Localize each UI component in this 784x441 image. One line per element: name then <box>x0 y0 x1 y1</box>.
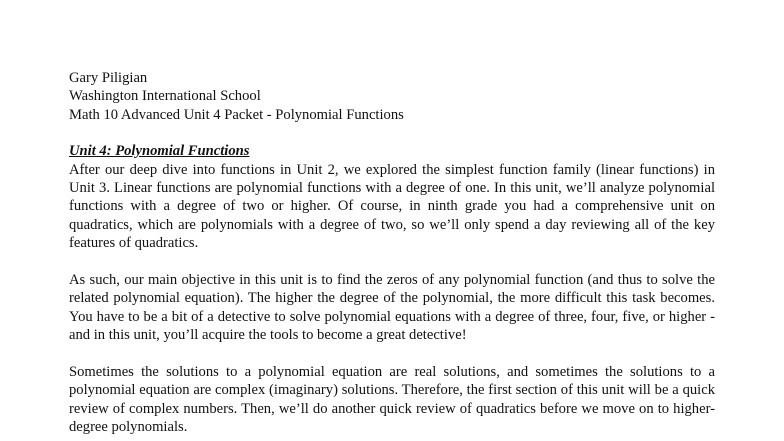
document-header <box>69 69 715 124</box>
unit-title: Unit 4: Polynomial Functions <box>69 143 250 160</box>
course-title: Math 10 Advanced Unit 4 Packet - Polynomial Functions <box>69 106 404 123</box>
objective-paragraph: As such, our main objective in this unit is to find the zeros of any polynomial function (and thus to solve the related polynomial equation). The higher the degree of the polynomial, the more difficult this task becomes. You have to be a bit of a detective to solve polynomial equations with a degree of three, four, five, or higher - and in this unit, you’ll acquire the tools to become a great detective! <box>69 272 715 344</box>
school-name: Washington International School <box>69 88 261 105</box>
document-page <box>69 69 715 437</box>
solutions-paragraph: Sometimes the solutions to a polynomial equation are real solutions, and sometimes the solutions to a polynomial equation are complex (imaginary) solutions. Therefore, the first section of this unit will be a quick review of complex numbers. Then, we’ll do another quick review of quadratics before we move on to higher-degree polynomials. <box>69 364 715 436</box>
intro-paragraph: After our deep dive into functions in Unit 2, we explored the simplest function family (linear functions) in Unit 3. Linear functions are polynomial functions with a degree of one. In this unit, we’ll analyze polynomial functions with a degree of two or higher. Of course, in ninth grade you had a comprehensive unit on quadratics, which are polynomials with a degree of two, so we’ll only spend a day reviewing all of the key features of quadratics. <box>69 161 715 252</box>
author-name: Gary Piligian <box>69 70 148 86</box>
